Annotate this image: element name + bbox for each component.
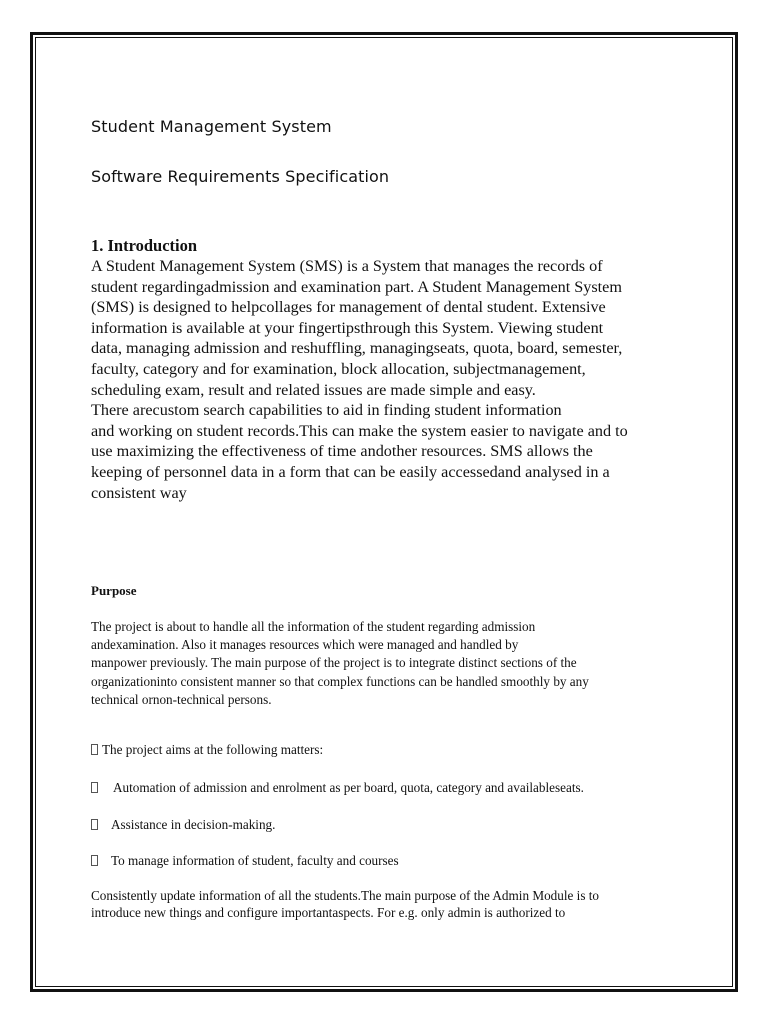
aim-item-text: To manage information of student, faculty and courses bbox=[111, 853, 399, 868]
document-title: Student Management System bbox=[91, 117, 332, 136]
intro-line: information is available at your fingertipsthrough this System. Viewing student bbox=[91, 318, 604, 337]
purpose-heading: Purpose bbox=[91, 583, 137, 598]
purpose-body bbox=[91, 618, 681, 709]
purpose-line: andexamination. Also it manages resources which were managed and handled by bbox=[91, 637, 519, 653]
bullet-icon bbox=[91, 855, 98, 866]
aim-item bbox=[91, 817, 275, 833]
purpose-line: The project is about to handle all the information of the student regarding admission bbox=[91, 619, 536, 634]
bullet-icon bbox=[91, 819, 98, 830]
aim-item-text: Automation of admission and enrolment as per board, quota, category and availableseats. bbox=[113, 780, 584, 795]
intro-line: (SMS) is designed to helpcollages for management of dental student. Extensive bbox=[91, 298, 606, 317]
purpose-section bbox=[91, 582, 681, 709]
intro-line: and working on student records.This can make the system easier to navigate and to bbox=[91, 421, 628, 440]
introduction-body bbox=[91, 256, 681, 503]
introduction-heading: 1. Introduction bbox=[91, 236, 198, 255]
intro-line: scheduling exam, result and related issues are made simple and easy. bbox=[91, 380, 536, 399]
intro-line: There arecustom search capabilities to aid in finding student information bbox=[91, 401, 562, 420]
missing-glyph-icon bbox=[91, 744, 98, 755]
intro-line: A Student Management System (SMS) is a System that manages the records of bbox=[91, 257, 603, 275]
intro-line: consistent way bbox=[91, 483, 187, 502]
closing-line: Consistently update information of all the students.The main purpose of the Admin Module is to bbox=[91, 888, 600, 903]
document-subtitle: Software Requirements Specification bbox=[91, 167, 390, 186]
intro-line: student regardingadmission and examination part. A Student Management System bbox=[91, 277, 622, 296]
intro-line: keeping of personnel data in a form that can be easily accessedand analysed in a bbox=[91, 462, 610, 481]
aims-intro bbox=[91, 742, 323, 758]
purpose-line: organizationinto consistent manner so that complex functions can be handled smoothly by any bbox=[91, 673, 589, 689]
closing-paragraph bbox=[91, 888, 691, 921]
aim-item bbox=[91, 780, 584, 796]
aims-intro-text: The project aims at the following matters: bbox=[102, 742, 324, 757]
aim-item-text: Assistance in decision-making. bbox=[111, 817, 276, 832]
bullet-icon bbox=[91, 782, 98, 793]
aim-item bbox=[91, 853, 399, 869]
intro-line: data, managing admission and reshuffling, managingseats, quota, board, semester, bbox=[91, 339, 623, 358]
introduction-section bbox=[91, 236, 681, 503]
purpose-line: technical ornon-technical persons. bbox=[91, 691, 272, 707]
closing-line: introduce new things and configure importantaspects. For e.g. only admin is authorized to bbox=[91, 904, 566, 920]
intro-line: use maximizing the effectiveness of time andother resources. SMS allows the bbox=[91, 442, 593, 461]
intro-line: faculty, category and for examination, block allocation, subjectmanagement, bbox=[91, 359, 586, 378]
purpose-line: manpower previously. The main purpose of the project is to integrate distinct sections of the bbox=[91, 655, 577, 671]
